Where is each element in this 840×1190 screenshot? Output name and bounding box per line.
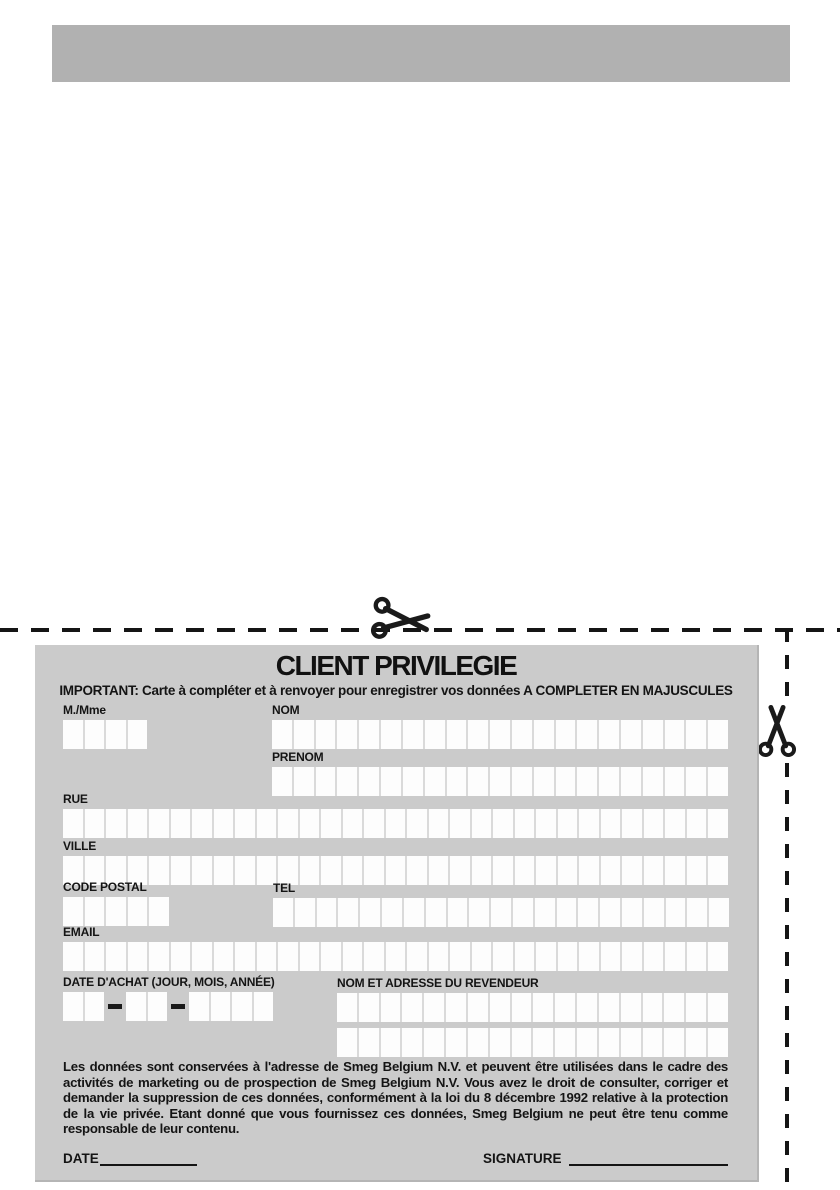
field-tel [273, 882, 729, 927]
char-box[interactable] [359, 767, 379, 796]
char-box[interactable] [665, 942, 685, 971]
char-box[interactable] [321, 856, 341, 885]
char-box[interactable] [621, 720, 641, 749]
field-prenom-label: PRENOM [272, 750, 324, 764]
char-box[interactable] [687, 856, 707, 885]
char-box[interactable] [579, 809, 599, 838]
char-box[interactable] [273, 898, 293, 927]
char-box[interactable] [622, 809, 642, 838]
char-box[interactable] [85, 992, 105, 1021]
char-box[interactable] [343, 809, 363, 838]
char-box[interactable] [429, 856, 449, 885]
char-box[interactable] [382, 898, 402, 927]
char-box[interactable] [686, 767, 706, 796]
char-box[interactable] [381, 1028, 401, 1057]
char-box[interactable] [621, 767, 641, 796]
char-box[interactable] [278, 942, 298, 971]
char-box[interactable] [214, 809, 234, 838]
field-civility-boxes [63, 720, 147, 749]
date-annee-boxes [189, 992, 273, 1021]
field-rue-boxes [63, 809, 728, 838]
char-box[interactable] [447, 720, 467, 749]
field-rue-label: RUE [63, 792, 88, 806]
char-box[interactable] [85, 942, 105, 971]
field-prenom-boxes [272, 767, 728, 796]
field-nom-label: NOM [272, 703, 300, 717]
char-box[interactable] [665, 720, 685, 749]
char-box[interactable] [294, 720, 314, 749]
char-box[interactable] [321, 809, 341, 838]
char-box[interactable] [300, 942, 320, 971]
char-box[interactable] [402, 1028, 422, 1057]
char-box[interactable] [512, 1028, 532, 1057]
char-box[interactable] [63, 992, 83, 1021]
header-bar [52, 25, 790, 82]
char-box[interactable] [708, 942, 728, 971]
char-box[interactable] [644, 942, 664, 971]
char-box[interactable] [446, 1028, 466, 1057]
date-mois-boxes [126, 992, 167, 1021]
char-box[interactable] [666, 898, 686, 927]
char-box[interactable] [644, 898, 664, 927]
card-subtitle: IMPORTANT: Carte à compléter et à renvoyer pour enregistrer vos données A COMPLETER EN MAJUSCULES [59, 683, 733, 698]
char-box[interactable] [254, 992, 274, 1021]
char-box[interactable] [149, 942, 169, 971]
char-box[interactable] [599, 993, 619, 1022]
char-box[interactable] [687, 898, 707, 927]
date-separator-dash [171, 1004, 185, 1009]
char-box[interactable] [556, 720, 576, 749]
char-box[interactable] [490, 767, 510, 796]
field-rue [63, 793, 728, 838]
char-box[interactable] [321, 942, 341, 971]
date-fill-line[interactable] [100, 1150, 197, 1166]
char-box[interactable] [85, 720, 105, 749]
char-box[interactable] [381, 720, 401, 749]
char-box[interactable] [171, 809, 191, 838]
char-box[interactable] [558, 942, 578, 971]
char-box[interactable] [359, 1028, 379, 1057]
char-box[interactable] [468, 993, 488, 1022]
char-box[interactable] [402, 993, 422, 1022]
char-box[interactable] [171, 856, 191, 885]
field-date-achat-label: DATE D'ACHAT (JOUR, MOIS, ANNÉE) [63, 975, 275, 989]
char-box[interactable] [600, 898, 620, 927]
field-revendeur-boxes-row2 [337, 1028, 728, 1057]
char-box[interactable] [429, 942, 449, 971]
field-code-postal-label: CODE POSTAL [63, 880, 147, 894]
char-box[interactable] [235, 942, 255, 971]
char-box[interactable] [664, 993, 684, 1022]
char-box[interactable] [533, 1028, 553, 1057]
char-box[interactable] [493, 856, 513, 885]
char-box[interactable] [601, 942, 621, 971]
field-tel-boxes [273, 898, 729, 927]
char-box[interactable] [622, 856, 642, 885]
char-box[interactable] [300, 809, 320, 838]
char-box[interactable] [149, 809, 169, 838]
field-date-achat [63, 976, 275, 1021]
char-box[interactable] [360, 898, 380, 927]
char-box[interactable] [192, 942, 212, 971]
char-box[interactable] [468, 720, 488, 749]
char-box[interactable] [425, 767, 445, 796]
field-revendeur-boxes-row1 [337, 993, 728, 1022]
char-box[interactable] [687, 942, 707, 971]
char-box[interactable] [450, 856, 470, 885]
char-box[interactable] [407, 856, 427, 885]
field-tel-label: TEL [273, 881, 296, 895]
date-separator-dash [108, 1004, 122, 1009]
char-box[interactable] [381, 993, 401, 1022]
char-box[interactable] [257, 942, 277, 971]
char-box[interactable] [450, 942, 470, 971]
char-box[interactable] [686, 993, 706, 1022]
char-box[interactable] [643, 993, 663, 1022]
field-ville [63, 840, 728, 885]
char-box[interactable] [429, 809, 449, 838]
char-box[interactable] [407, 809, 427, 838]
field-email [63, 926, 728, 971]
field-nom [272, 704, 728, 749]
date-jour-boxes [63, 992, 104, 1021]
char-box[interactable] [709, 898, 729, 927]
char-box[interactable] [424, 993, 444, 1022]
char-box[interactable] [364, 856, 384, 885]
char-box[interactable] [708, 809, 728, 838]
char-box[interactable] [235, 809, 255, 838]
char-box[interactable] [214, 856, 234, 885]
field-prenom [272, 751, 728, 796]
char-box[interactable] [643, 1028, 663, 1057]
char-box[interactable] [556, 767, 576, 796]
char-box[interactable] [337, 1028, 357, 1057]
char-box[interactable] [106, 942, 126, 971]
char-box[interactable] [533, 993, 553, 1022]
char-box[interactable] [472, 809, 492, 838]
char-box[interactable] [272, 720, 292, 749]
char-box[interactable] [515, 809, 535, 838]
char-box[interactable] [687, 809, 707, 838]
char-box[interactable] [425, 720, 445, 749]
char-box[interactable] [468, 1028, 488, 1057]
legal-text: Les données sont conservées à l'adresse de Smeg Belgium N.V. et peuvent être utilisées dans le cadre des activités de marketing ou de prospection de Smeg Belgium N.V. Vous avez le droit de consulter, corriger et demander la suppression de ces données, conformément à la loi du 8 décembre 1992 relative à la protection de la vie privée. Etant donné que vous fournissez ces données, Smeg Belgium ne peut être tenu comme responsable de leur contenu. [63, 1059, 728, 1137]
char-box[interactable] [192, 809, 212, 838]
char-box[interactable] [300, 856, 320, 885]
char-box[interactable] [63, 809, 83, 838]
char-box[interactable] [447, 767, 467, 796]
char-box[interactable] [579, 856, 599, 885]
char-box[interactable] [555, 1028, 575, 1057]
char-box[interactable] [128, 897, 148, 926]
char-box[interactable] [364, 809, 384, 838]
char-box[interactable] [472, 856, 492, 885]
char-box[interactable] [621, 993, 641, 1022]
char-box[interactable] [128, 942, 148, 971]
char-box[interactable] [557, 898, 577, 927]
char-box[interactable] [106, 897, 126, 926]
char-box[interactable] [665, 767, 685, 796]
field-ville-label: VILLE [63, 839, 97, 853]
char-box[interactable] [424, 1028, 444, 1057]
char-box[interactable] [579, 942, 599, 971]
char-box[interactable] [577, 767, 597, 796]
char-box[interactable] [446, 993, 466, 1022]
char-box[interactable] [386, 942, 406, 971]
char-box[interactable] [468, 767, 488, 796]
field-code-postal [63, 881, 169, 926]
field-code-postal-boxes [63, 897, 169, 926]
char-box[interactable] [708, 993, 728, 1022]
char-box[interactable] [535, 898, 555, 927]
char-box[interactable] [491, 898, 511, 927]
char-box[interactable] [622, 942, 642, 971]
char-box[interactable] [211, 992, 231, 1021]
char-box[interactable] [235, 856, 255, 885]
char-box[interactable] [426, 898, 446, 927]
char-box[interactable] [601, 856, 621, 885]
date-label: DATE [63, 1151, 99, 1166]
char-box[interactable] [536, 856, 556, 885]
char-box[interactable] [317, 898, 337, 927]
char-box[interactable] [708, 767, 728, 796]
char-box[interactable] [294, 767, 314, 796]
char-box[interactable] [316, 720, 336, 749]
char-box[interactable] [577, 1028, 597, 1057]
field-date-achat-boxes [63, 992, 275, 1021]
char-box[interactable] [359, 993, 379, 1022]
char-box[interactable] [558, 856, 578, 885]
char-box[interactable] [686, 1028, 706, 1057]
signature-label: SIGNATURE [483, 1151, 562, 1166]
char-box[interactable] [364, 942, 384, 971]
char-box[interactable] [192, 856, 212, 885]
scissors-icon [368, 593, 435, 647]
char-box[interactable] [338, 898, 358, 927]
char-box[interactable] [536, 942, 556, 971]
char-box[interactable] [126, 992, 146, 1021]
signature-fill-line[interactable] [569, 1150, 728, 1166]
char-box[interactable] [577, 720, 597, 749]
char-box[interactable] [448, 898, 468, 927]
char-box[interactable] [534, 720, 554, 749]
char-box[interactable] [621, 1028, 641, 1057]
char-box[interactable] [63, 942, 83, 971]
char-box[interactable] [577, 993, 597, 1022]
char-box[interactable] [513, 898, 533, 927]
scissors-icon [756, 703, 798, 759]
char-box[interactable] [536, 809, 556, 838]
char-box[interactable] [555, 993, 575, 1022]
char-box[interactable] [403, 767, 423, 796]
char-box[interactable] [512, 993, 532, 1022]
char-box[interactable] [337, 993, 357, 1022]
char-box[interactable] [644, 809, 664, 838]
char-box[interactable] [665, 809, 685, 838]
char-box[interactable] [232, 992, 252, 1021]
field-revendeur [337, 977, 728, 1057]
char-box[interactable] [515, 856, 535, 885]
char-box[interactable] [386, 809, 406, 838]
char-box[interactable] [558, 809, 578, 838]
char-box[interactable] [359, 720, 379, 749]
char-box[interactable] [664, 1028, 684, 1057]
char-box[interactable] [272, 767, 292, 796]
signature-area [35, 1149, 757, 1171]
field-civility [63, 704, 147, 749]
card-title: CLIENT PRIVILEGIE [275, 650, 517, 681]
char-box[interactable] [512, 767, 532, 796]
char-box[interactable] [189, 992, 209, 1021]
char-box[interactable] [643, 767, 663, 796]
char-box[interactable] [643, 720, 663, 749]
char-box[interactable] [515, 942, 535, 971]
registration-card [35, 645, 759, 1182]
char-box[interactable] [128, 720, 148, 749]
char-box[interactable] [381, 767, 401, 796]
char-box[interactable] [63, 897, 83, 926]
char-box[interactable] [708, 720, 728, 749]
char-box[interactable] [106, 720, 126, 749]
char-box[interactable] [106, 809, 126, 838]
char-box[interactable] [149, 897, 169, 926]
field-email-boxes [63, 942, 728, 971]
field-nom-boxes [272, 720, 728, 749]
char-box[interactable] [708, 1028, 728, 1057]
char-box[interactable] [665, 856, 685, 885]
char-box[interactable] [708, 856, 728, 885]
char-box[interactable] [578, 898, 598, 927]
char-box[interactable] [490, 720, 510, 749]
char-box[interactable] [403, 720, 423, 749]
char-box[interactable] [469, 898, 489, 927]
char-box[interactable] [128, 809, 148, 838]
char-box[interactable] [512, 720, 532, 749]
char-box[interactable] [450, 809, 470, 838]
char-box[interactable] [257, 809, 277, 838]
char-box[interactable] [316, 767, 336, 796]
char-box[interactable] [686, 720, 706, 749]
char-box[interactable] [622, 898, 642, 927]
char-box[interactable] [214, 942, 234, 971]
char-box[interactable] [171, 942, 191, 971]
char-box[interactable] [85, 897, 105, 926]
char-box[interactable] [85, 809, 105, 838]
char-box[interactable] [337, 767, 357, 796]
char-box[interactable] [386, 856, 406, 885]
char-box[interactable] [343, 942, 363, 971]
char-box[interactable] [601, 809, 621, 838]
char-box[interactable] [343, 856, 363, 885]
char-box[interactable] [599, 720, 619, 749]
char-box[interactable] [644, 856, 664, 885]
char-box[interactable] [404, 898, 424, 927]
char-box[interactable] [534, 767, 554, 796]
field-revendeur-label: NOM ET ADRESSE DU REVENDEUR [337, 976, 539, 990]
char-box[interactable] [493, 809, 513, 838]
char-box[interactable] [148, 992, 168, 1021]
char-box[interactable] [295, 898, 315, 927]
char-box[interactable] [490, 993, 510, 1022]
char-box[interactable] [490, 1028, 510, 1057]
char-box[interactable] [278, 809, 298, 838]
char-box[interactable] [472, 942, 492, 971]
field-email-label: EMAIL [63, 925, 100, 939]
char-box[interactable] [493, 942, 513, 971]
char-box[interactable] [63, 720, 83, 749]
char-box[interactable] [337, 720, 357, 749]
char-box[interactable] [599, 1028, 619, 1057]
char-box[interactable] [599, 767, 619, 796]
char-box[interactable] [407, 942, 427, 971]
field-civility-label: M./Mme [63, 703, 106, 717]
